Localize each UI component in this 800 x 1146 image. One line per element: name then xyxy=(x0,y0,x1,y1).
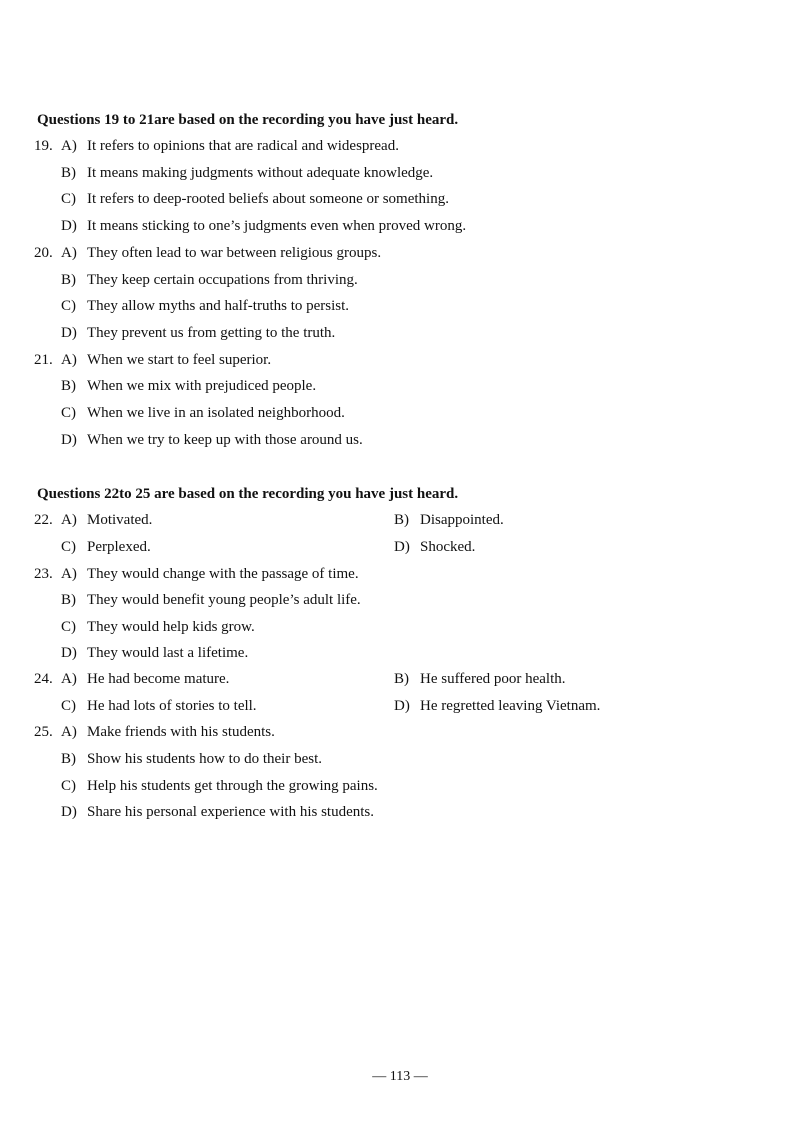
option-letter: D) xyxy=(394,539,410,555)
option-letter: B) xyxy=(394,671,409,687)
option-letter: D) xyxy=(61,325,77,341)
option-text: They would change with the passage of time. xyxy=(87,566,359,582)
option-letter: A) xyxy=(61,566,77,582)
option-letter: A) xyxy=(61,352,77,368)
option-letter: C) xyxy=(61,619,76,635)
option-text: They would benefit young people’s adult life. xyxy=(87,592,361,608)
option-letter: A) xyxy=(61,724,77,740)
option-letter: D) xyxy=(61,432,77,448)
option-letter: C) xyxy=(61,698,76,714)
option-text: Make friends with his students. xyxy=(87,724,275,740)
option-text: Show his students how to do their best. xyxy=(87,751,322,767)
option-letter: D) xyxy=(61,645,77,661)
option-text: It refers to deep-rooted beliefs about someone or something. xyxy=(87,191,449,207)
option-letter: C) xyxy=(61,298,76,314)
option-text: When we live in an isolated neighborhood. xyxy=(87,405,345,421)
page-number: — 113 — xyxy=(372,1069,428,1084)
option-letter: A) xyxy=(61,671,77,687)
option-text: They would help kids grow. xyxy=(87,619,255,635)
option-letter: B) xyxy=(394,512,409,528)
option-text: They would last a lifetime. xyxy=(87,645,249,661)
option-text: Motivated. xyxy=(87,512,153,528)
option-letter: C) xyxy=(61,539,76,555)
question-number: 21. xyxy=(34,352,53,368)
option-text: They keep certain occupations from thriving. xyxy=(87,272,358,288)
option-letter: A) xyxy=(61,512,77,528)
option-text: He suffered poor health. xyxy=(420,671,566,687)
option-text: When we try to keep up with those around us. xyxy=(87,432,363,448)
option-letter: B) xyxy=(61,272,76,288)
option-text: They allow myths and half-truths to persist. xyxy=(87,298,350,314)
option-text: They prevent us from getting to the truth. xyxy=(87,325,336,341)
option-text: Disappointed. xyxy=(420,512,504,528)
option-letter: B) xyxy=(61,751,76,767)
option-text: He regretted leaving Vietnam. xyxy=(420,698,601,714)
question-number: 24. xyxy=(34,671,53,687)
option-text: It means making judgments without adequate knowledge. xyxy=(87,165,434,181)
option-letter: B) xyxy=(61,592,76,608)
option-text: Shocked. xyxy=(420,539,476,555)
question-number: 20. xyxy=(34,245,53,261)
question-number: 23. xyxy=(34,566,53,582)
option-letter: D) xyxy=(61,804,77,820)
option-letter: A) xyxy=(61,245,77,261)
option-text: When we start to feel superior. xyxy=(87,352,272,368)
section-heading: Questions 22to 25 are based on the recording you have just heard. xyxy=(37,486,459,502)
option-text: Share his personal experience with his students. xyxy=(87,804,375,820)
option-text: When we mix with prejudiced people. xyxy=(87,378,317,394)
option-text: It means sticking to one’s judgments even when proved wrong. xyxy=(87,218,467,234)
option-letter: A) xyxy=(61,138,77,154)
option-text: Perplexed. xyxy=(87,539,151,555)
question-number: 19. xyxy=(34,138,53,154)
option-letter: C) xyxy=(61,191,76,207)
option-letter: D) xyxy=(394,698,410,714)
option-letter: B) xyxy=(61,165,76,181)
option-text: It refers to opinions that are radical and widespread. xyxy=(87,138,399,154)
question-number: 22. xyxy=(34,512,53,528)
option-letter: B) xyxy=(61,378,76,394)
option-text: They often lead to war between religious groups. xyxy=(87,245,382,261)
option-text: Help his students get through the growing pains. xyxy=(87,778,378,794)
option-text: He had become mature. xyxy=(87,671,230,687)
option-letter: C) xyxy=(61,405,76,421)
option-letter: C) xyxy=(61,778,76,794)
option-letter: D) xyxy=(61,218,77,234)
question-number: 25. xyxy=(34,724,53,740)
option-text: He had lots of stories to tell. xyxy=(87,698,257,714)
section-heading: Questions 19 to 21are based on the recording you have just heard. xyxy=(37,112,459,128)
